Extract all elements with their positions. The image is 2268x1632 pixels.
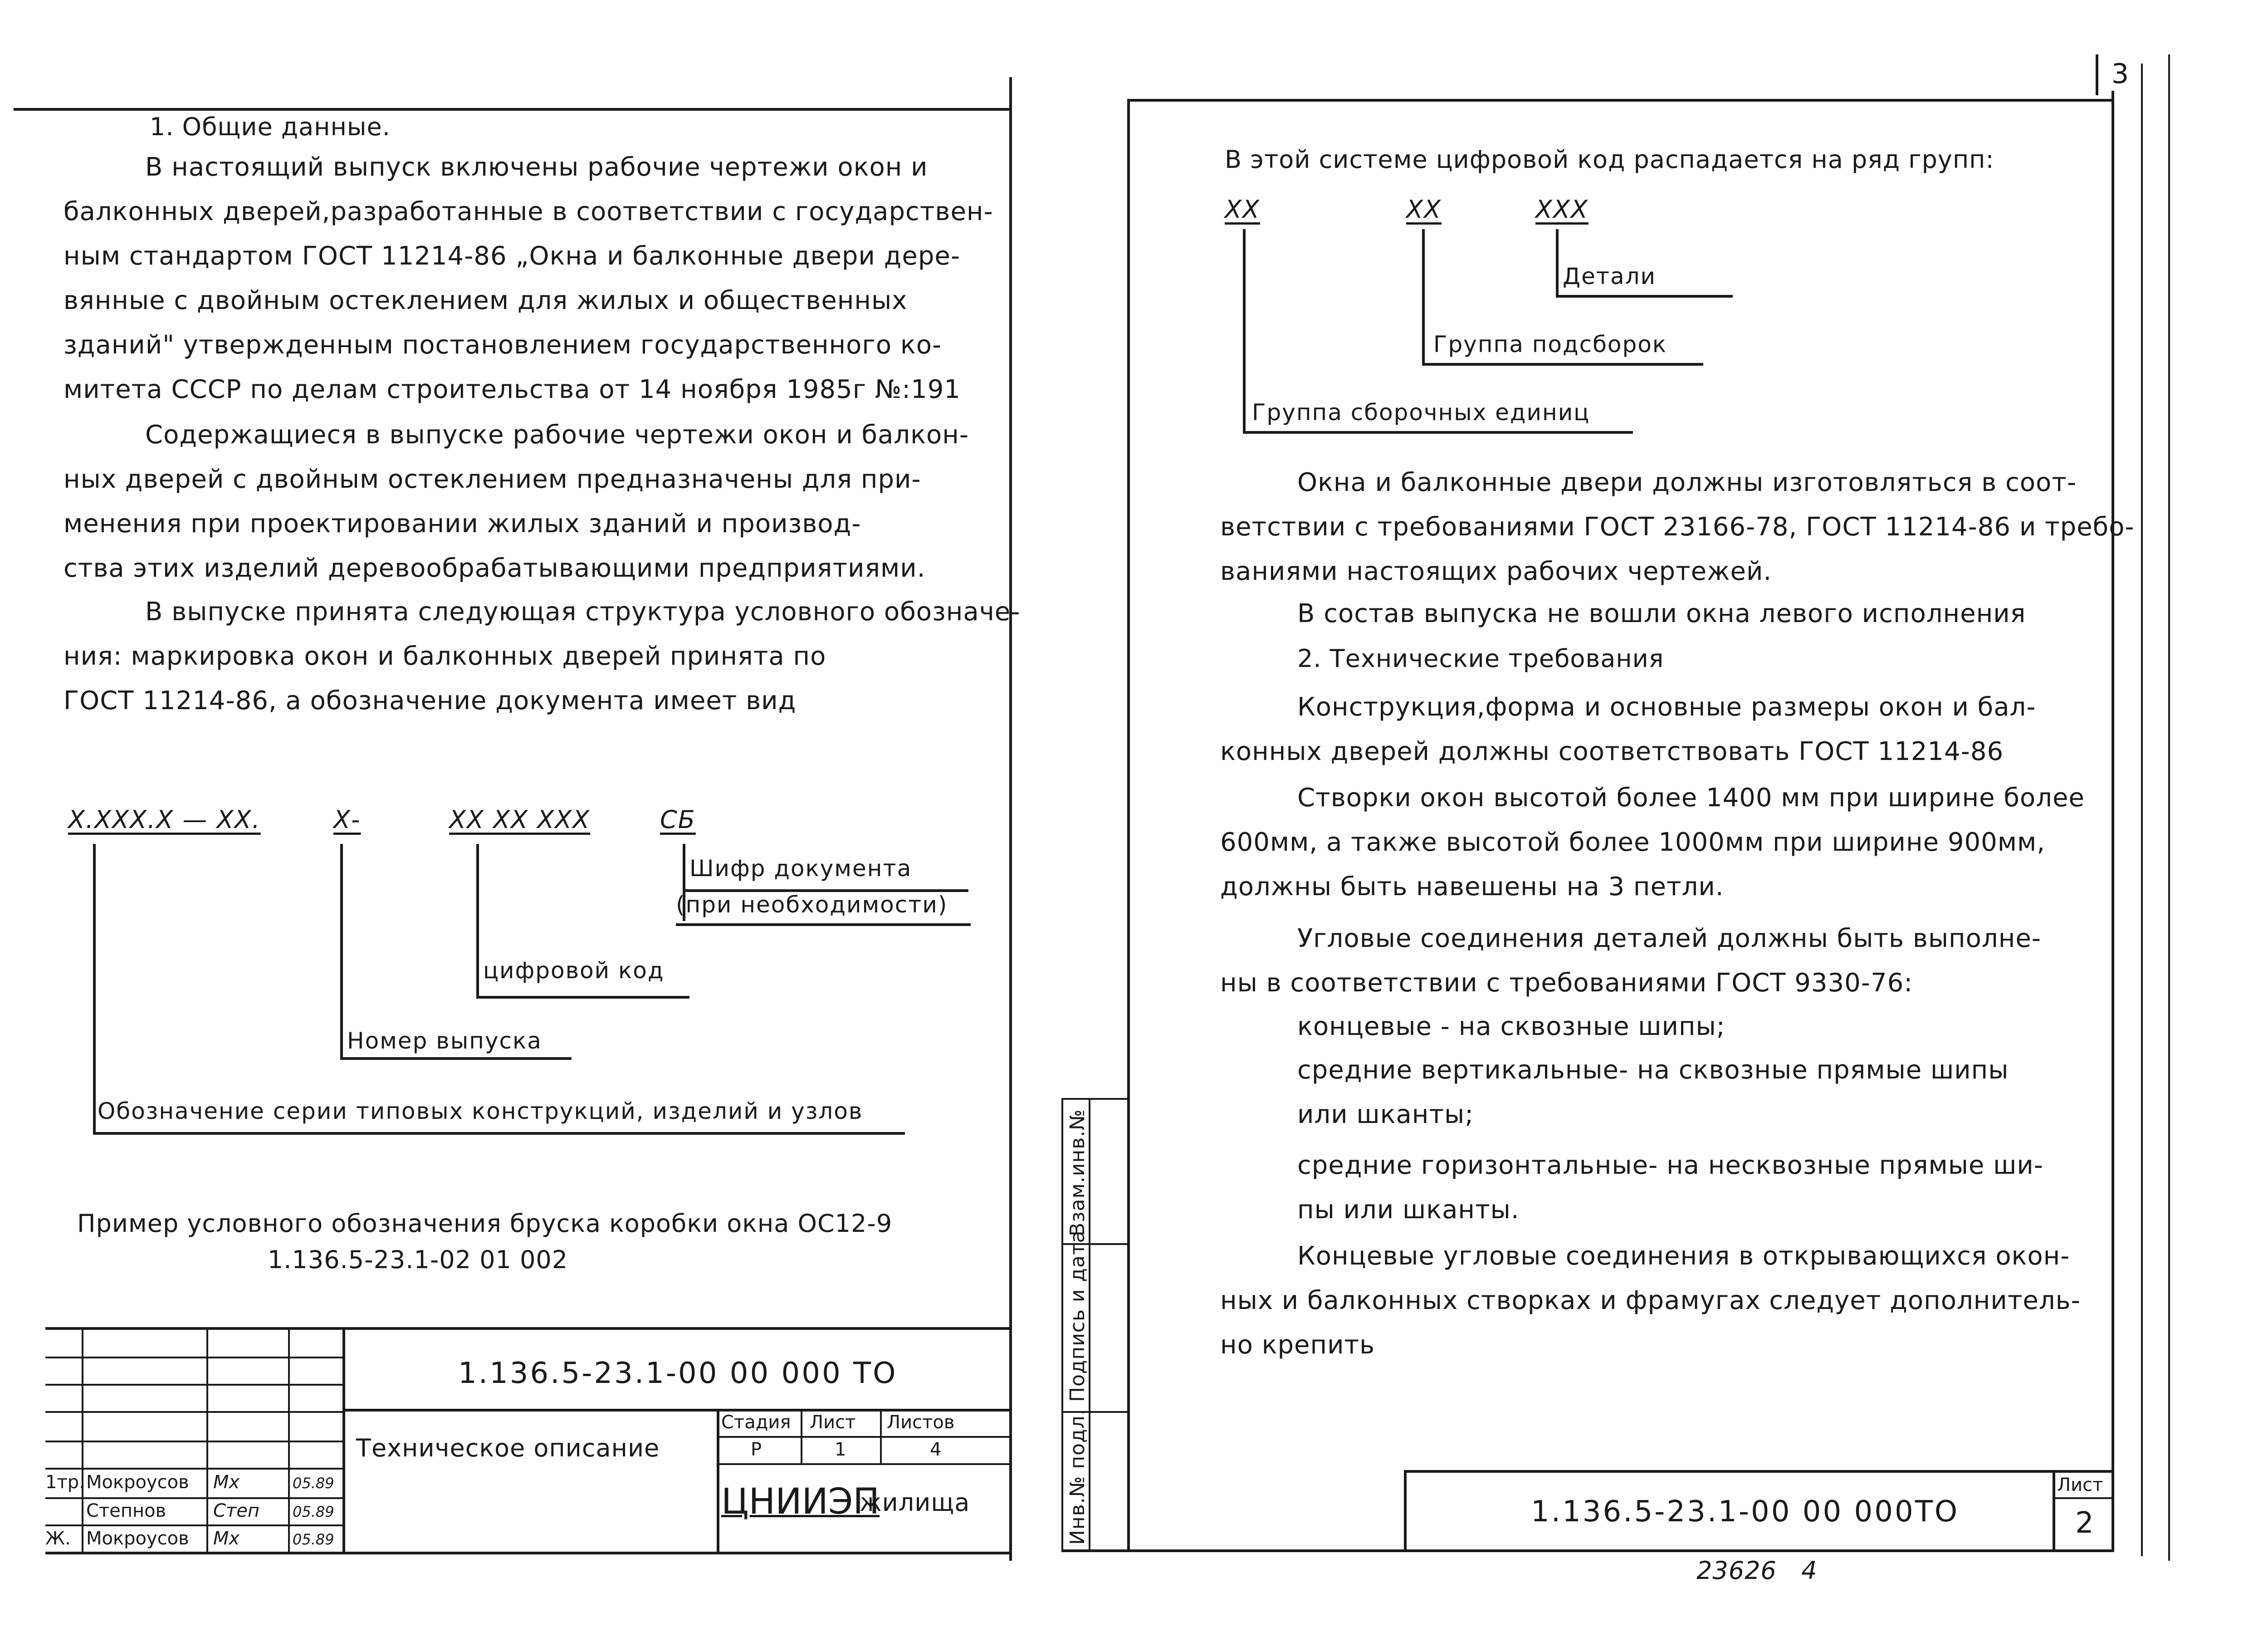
stamp-name-3: Мокроусов bbox=[86, 1528, 189, 1549]
page-number: 3 bbox=[2112, 58, 2130, 90]
left-paragraph-3: В выпуске принята следующая структура условного обозначе- ния: маркировка окон и балконных дверей принята по ГОСТ 11214-86, а обозначение документа имеет вид bbox=[64, 597, 1021, 716]
side-label-replacement: Взам.инв.№ bbox=[1066, 1109, 1089, 1236]
side-label-signature: Подпись и дата bbox=[1066, 1230, 1089, 1402]
right-section-2: 2. Технические требования bbox=[1297, 644, 1664, 673]
side-label-inventory: Инв.№ подл. bbox=[1066, 1408, 1089, 1545]
archive-number: 23626 4 bbox=[1696, 1556, 1818, 1585]
stamp-sheets-head: Листов bbox=[887, 1412, 955, 1433]
stamp-stage-value: Р bbox=[751, 1439, 762, 1460]
right-top-border bbox=[1129, 99, 2114, 102]
right-left-border bbox=[1127, 99, 1130, 1551]
stamp-sign-2: Степ bbox=[213, 1500, 259, 1521]
right-stamp-sheet-head: Лист bbox=[2057, 1475, 2103, 1495]
stamp-role-3: Ж. bbox=[45, 1528, 71, 1549]
example-line-1: Пример условного обозначения бруска коробки окна ОС12-9 bbox=[77, 1209, 893, 1238]
group-label-subassembly: Группа подсборок bbox=[1433, 331, 1667, 358]
stamp-name-1: Мокроусов bbox=[86, 1472, 189, 1493]
stamp-sheets-value: 4 bbox=[930, 1439, 942, 1460]
group-label-assembly: Группа сборочных единиц bbox=[1252, 399, 1590, 426]
right-paragraph-6: Концевые угловые соединения в открывающихся окон- ных и балконных створках и фрамугах следует дополнитель- но крепить bbox=[1220, 1241, 2081, 1360]
left-top-border bbox=[14, 108, 1012, 111]
right-paragraph-4: Створки окон высотой более 1400 мм при ширине более 600мм, а также высотой более 1000мм при ширине 900мм, должны быть навешены на 3 петли. bbox=[1220, 783, 2085, 902]
left-stamp-doc-code: 1.136.5-23.1-00 00 000 ТО bbox=[458, 1357, 898, 1390]
scheme-label-issue: Номер выпуска bbox=[347, 1028, 542, 1054]
left-right-border bbox=[1009, 77, 1012, 1561]
right-list-item-1: концевые - на сквозные шипы; bbox=[1297, 1012, 1725, 1041]
stamp-date-3: 05.89 bbox=[293, 1531, 334, 1548]
scheme-code-issue: Х- bbox=[333, 805, 361, 834]
right-intro: В этой системе цифровой код распадается на ряд групп: bbox=[1225, 145, 1994, 174]
group-code-assembly: ХХ bbox=[1225, 195, 1260, 224]
scheme-label-series: Обозначение серии типовых конструкций, изделий и узлов bbox=[98, 1098, 863, 1124]
group-label-details: Детали bbox=[1563, 263, 1657, 289]
left-section-title: 1. Общие данные. bbox=[150, 113, 391, 141]
right-paragraph-1: Окна и балконные двери должны изготовляться в соот- ветствии с требованиями ГОСТ 23166-78, ГОСТ 11214-86 и требо- ваниями настоящих рабочих чертежей. bbox=[1220, 468, 2135, 586]
group-code-subassembly: ХХ bbox=[1406, 195, 1442, 224]
scheme-code-cipher: СБ bbox=[660, 805, 696, 834]
right-list-item-3: средние горизонтальные- на несквозные прямые ши- пы или шканты. bbox=[1297, 1151, 2044, 1225]
right-list-item-2: средние вертикальные- на сквозные прямые шипы или шканты; bbox=[1297, 1055, 2009, 1129]
right-paragraph-3: Конструкция,форма и основные размеры окон и бал- конных дверей должны соответствовать ГОСТ 11214-86 bbox=[1220, 692, 2036, 766]
stamp-org-suffix: жилища bbox=[860, 1488, 970, 1517]
left-paragraph-1: В настоящий выпуск включены рабочие чертежи окон и балконных дверей,разработанные в соответствии с государствен- ным стандартом ГОСТ 11214-86 „Окна и балконные двери дере- вянные с двойным остеклением для жилых и общественных зданий" утвержденным постановлением государственного ко- митета СССР по делам строительства от 14 ноября 1985г №:191 bbox=[64, 152, 993, 404]
right-right-border bbox=[2112, 91, 2114, 1552]
stamp-role-1: 1тр. bbox=[45, 1472, 85, 1493]
right-paragraph-2: В состав выпуска не вошли окна левого исполнения bbox=[1297, 599, 2026, 628]
example-line-2: 1.136.5-23.1-02 01 002 bbox=[268, 1245, 568, 1274]
scheme-label-digital: цифровой код bbox=[483, 957, 665, 984]
stamp-sign-1: Мх bbox=[213, 1472, 240, 1493]
right-stamp-sheet-value: 2 bbox=[2075, 1506, 2094, 1540]
stamp-sheet-value: 1 bbox=[835, 1439, 846, 1460]
left-paragraph-2: Содержащиеся в выпуске рабочие чертежи окон и балкон- ных дверей с двойным остеклением предназначены для при- менения при проектировании жилых зданий и производ- ства этих изделий деревообрабатывающими предприятиями. bbox=[64, 420, 969, 583]
scheme-code-series: Х.ХХХ.Х — ХХ. bbox=[68, 805, 261, 834]
stamp-date-1: 05.89 bbox=[293, 1475, 334, 1492]
scheme-label-cipher-note: (при необходимости) bbox=[676, 892, 948, 918]
left-stamp-title: Техническое описание bbox=[356, 1434, 660, 1462]
stamp-stage-head: Стадия bbox=[721, 1412, 791, 1433]
stamp-date-2: 05.89 bbox=[293, 1503, 334, 1520]
page-number-frame bbox=[2096, 54, 2098, 95]
stamp-sheet-head: Лист bbox=[810, 1412, 856, 1433]
right-stamp-doc-code: 1.136.5-23.1-00 00 000ТО bbox=[1531, 1495, 1960, 1529]
right-paragraph-5: Угловые соединения деталей должны быть выполне- ны в соответствии с требованиями ГОСТ 9330-76: bbox=[1220, 924, 2041, 998]
stamp-name-2: Степнов bbox=[86, 1500, 166, 1521]
group-code-details: ХХХ bbox=[1535, 195, 1589, 224]
stamp-sign-3: Мх bbox=[213, 1528, 240, 1549]
scheme-code-digital: ХХ ХХ ХХХ bbox=[449, 805, 591, 834]
stamp-org-name: ЦНИИЭП bbox=[721, 1481, 880, 1522]
scheme-label-cipher: Шифр документа bbox=[689, 855, 912, 882]
